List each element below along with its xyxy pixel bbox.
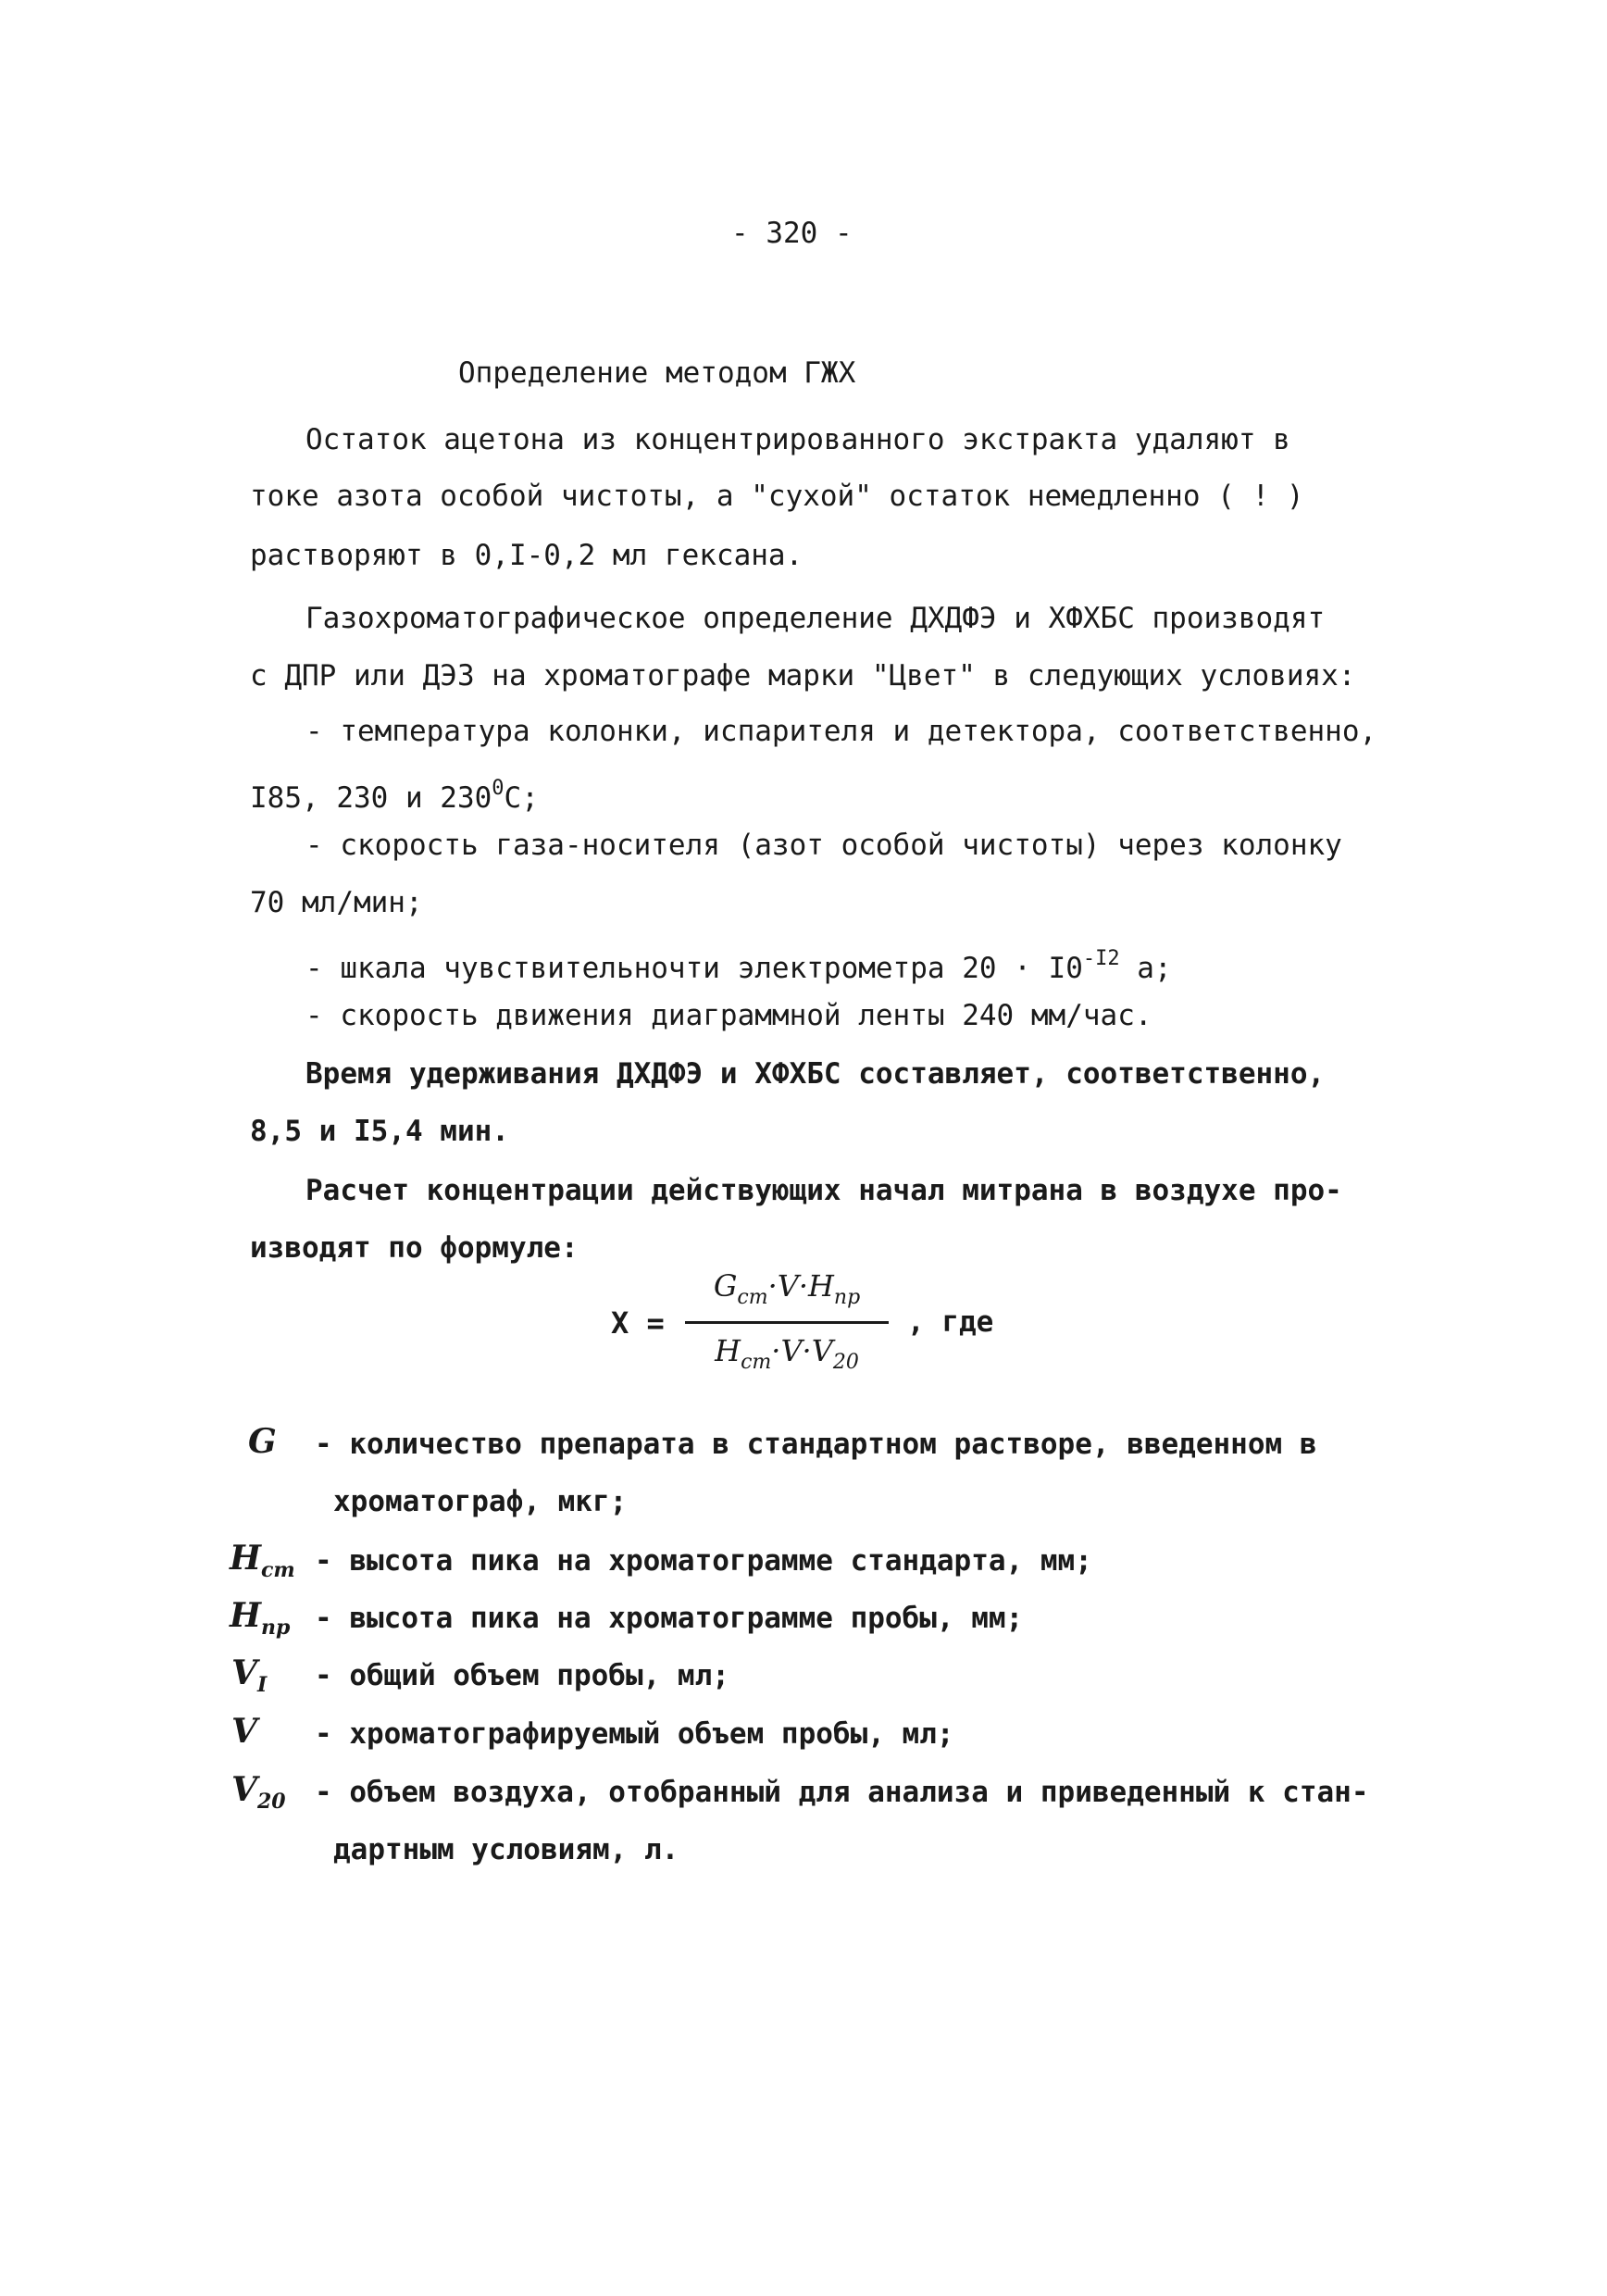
paragraph-line: токе азота особой чистоты, а "сухой" остаток немедленно ( ! ): [250, 480, 1304, 513]
paragraph-line: Расчет концентрации действующих начал митрана в воздухе про-: [305, 1174, 1342, 1207]
exponent-superscript: -I2: [1082, 947, 1120, 970]
definition-symbol: [248, 1423, 277, 1460]
page-number: - 320 -: [731, 217, 853, 250]
formula-subscript: пр: [833, 1286, 861, 1309]
definition-symbol: [231, 1771, 286, 1820]
paragraph-line: изводят по формуле:: [250, 1231, 579, 1265]
definition-text: - высота пика на хроматограмме пробы, мм;: [315, 1602, 1024, 1635]
formula-symbol: H: [715, 1333, 741, 1368]
paragraph-line: растворяют в 0,I-0,2 мл гексана.: [250, 539, 804, 572]
definition-symbol: [231, 1654, 267, 1703]
formula-symbol: ·V·H: [767, 1268, 834, 1304]
symbol-subscript: ст: [261, 1558, 295, 1582]
paragraph-line: Время удерживания ДХДФЭ и ХФХБС составляет, соответственно,: [305, 1057, 1326, 1091]
symbol-subscript: 20: [256, 1790, 286, 1814]
definition-symbol: [231, 1713, 257, 1750]
fraction-bar: [685, 1321, 889, 1324]
definition-text: - высота пика на хроматограмме стандарта, мм;: [315, 1544, 1092, 1578]
definition-symbol: [230, 1597, 290, 1646]
symbol-glyph: H: [230, 1596, 262, 1635]
condition-line: - скорость газа-носителя (азот особой чистоты) через колонку: [305, 829, 1342, 862]
formula-subscript: 20: [832, 1351, 859, 1374]
symbol-subscript: пр: [261, 1616, 291, 1640]
condition-text: I85, 230 и 230: [250, 781, 492, 815]
formula-symbol: ·V·V: [771, 1333, 833, 1368]
definition-text: хроматограф, мкг;: [333, 1485, 628, 1518]
definition-text: дартным условиям, л.: [333, 1833, 679, 1866]
symbol-glyph: H: [230, 1539, 262, 1578]
symbol-glyph: G: [248, 1422, 277, 1461]
symbol-glyph: V: [231, 1770, 257, 1809]
paragraph-line: Газохроматографическое определение ДХДФЭ и ХФХБС производят: [305, 602, 1326, 635]
formula-subscript: ст: [741, 1351, 772, 1374]
formula-lhs: X =: [611, 1305, 665, 1341]
definition-text: - общий объем пробы, мл;: [315, 1659, 729, 1692]
paragraph-line: с ДПР или ДЭЗ на хроматографе марки "Цвет" в следующих условиях:: [250, 659, 1356, 693]
condition-text: - шкала чувствительночти электрометра 20 · I0: [305, 952, 1083, 985]
paragraph-line: Остаток ацетона из концентрированного экстракта удаляют в: [305, 423, 1290, 456]
degree-superscript: 0: [492, 777, 505, 800]
condition-line: [305, 941, 1172, 987]
paragraph-line: 8,5 и I5,4 мин.: [250, 1115, 509, 1148]
condition-tail: а;: [1119, 952, 1172, 985]
concentration-formula: [611, 1268, 1018, 1389]
definition-text: - объем воздуха, отобранный для анализа и приведенный к стан-: [315, 1776, 1369, 1809]
formula-where: , где: [907, 1305, 994, 1339]
formula-symbol: G: [713, 1268, 738, 1304]
definition-symbol: [230, 1540, 295, 1589]
formula-denominator: [685, 1333, 889, 1374]
symbol-subscript: I: [256, 1673, 268, 1697]
condition-line: [250, 770, 539, 817]
formula-numerator: [685, 1268, 889, 1309]
definition-text: - количество препарата в стандартном растворе, введенном в: [315, 1428, 1317, 1461]
section-title: Определение методом ГЖХ: [458, 356, 856, 390]
condition-line: 70 мл/мин;: [250, 886, 423, 919]
symbol-glyph: V: [231, 1712, 257, 1751]
condition-tail: С;: [504, 781, 539, 815]
definition-text: - хроматографируемый объем пробы, мл;: [315, 1717, 954, 1751]
condition-line: - температура колонки, испарителя и детектора, соответственно,: [305, 715, 1377, 748]
formula-subscript: ст: [737, 1286, 768, 1309]
condition-line: - скорость движения диаграммной ленты 240 мм/час.: [305, 999, 1152, 1032]
symbol-glyph: V: [231, 1653, 257, 1692]
